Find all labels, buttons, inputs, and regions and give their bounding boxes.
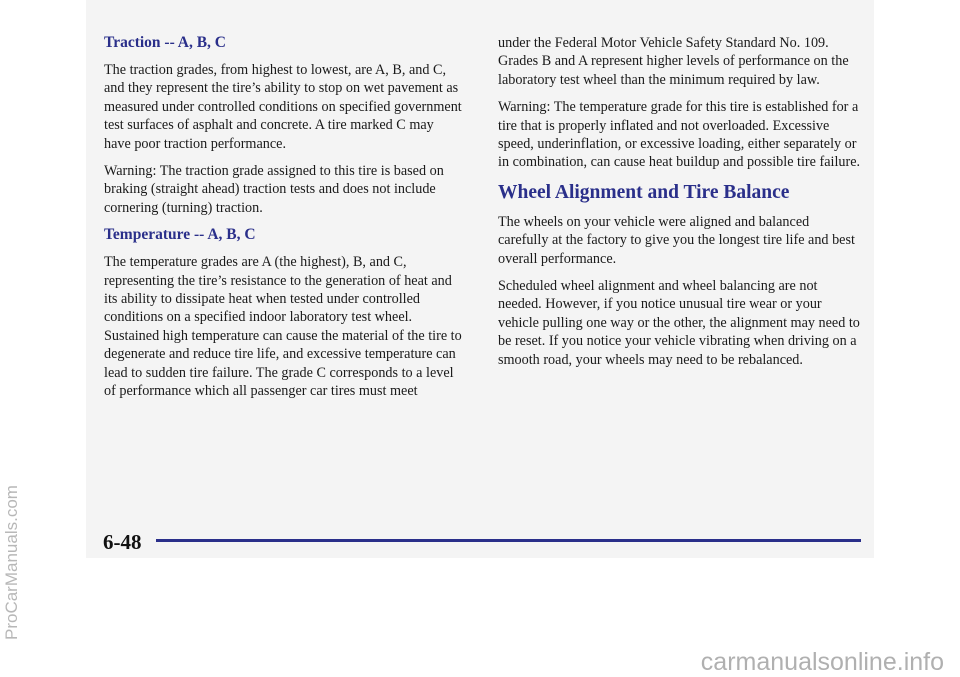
side-watermark (0, 0, 30, 677)
footer-rule (156, 539, 861, 542)
traction-heading: Traction -- A, B, C (104, 34, 226, 51)
temperature-paragraph: The temperature grades are A (the highest), B, and C, representing the tire’s resistance to the generation of heat and its ability to dissipate heat when tested under controlled conditions on a specified indoor laboratory test wheel. Sustained high temperature can cause the material of the tire to degenerate and reduce tire life, and excessive temperature can lead to sudden tire failure. The grade C corresponds to a level of performance which all passenger car tires must meet (104, 254, 462, 400)
side-watermark-text: ProCarManuals.com (2, 485, 21, 640)
site-watermark[interactable]: carmanualsonline.info (700, 648, 944, 676)
traction-warning: Warning: The traction grade assigned to this tire is based on braking (straight ahead) traction tests and does not include cornering (turning) traction. (104, 163, 444, 216)
page-number: 6-48 (103, 530, 142, 554)
alignment-heading: Wheel Alignment and Tire Balance (498, 181, 790, 203)
temperature-warning: Warning: The temperature grade for this tire is established for a tire that is properly inflated and not overloaded. Excessive speed, underinflation, or excessive loading, either separately or in combination, can cause heat buildup and possible tire failure. (498, 99, 861, 171)
left-column (104, 34, 464, 410)
temperature-heading: Temperature -- A, B, C (104, 226, 256, 244)
traction-paragraph: The traction grades, from highest to lowest, are A, B, and C, and they represent the tire’s ability to stop on wet pavement as measured under controlled conditions on specified government test surfaces of asphalt and concrete. A tire marked C may have poor traction performance. (104, 62, 462, 152)
right-column (498, 34, 863, 378)
alignment-paragraph-1: The wheels on your vehicle were aligned and balanced carefully at the factory to give you the longest tire life and best overall performance. (498, 213, 855, 267)
alignment-paragraph-2: Scheduled wheel alignment and wheel balancing are not needed. However, if you notice unusual tire wear or your vehicle pulling one way or the other, the alignment may need to be reset. If you notice your vehicle vibrating when driving on a smooth road, your wheels may need to be rebalanced. (498, 278, 860, 368)
continued-paragraph: under the Federal Motor Vehicle Safety Standard No. 109. Grades B and A represent higher levels of performance on the laboratory test wheel than the minimum required by law. (498, 35, 849, 88)
